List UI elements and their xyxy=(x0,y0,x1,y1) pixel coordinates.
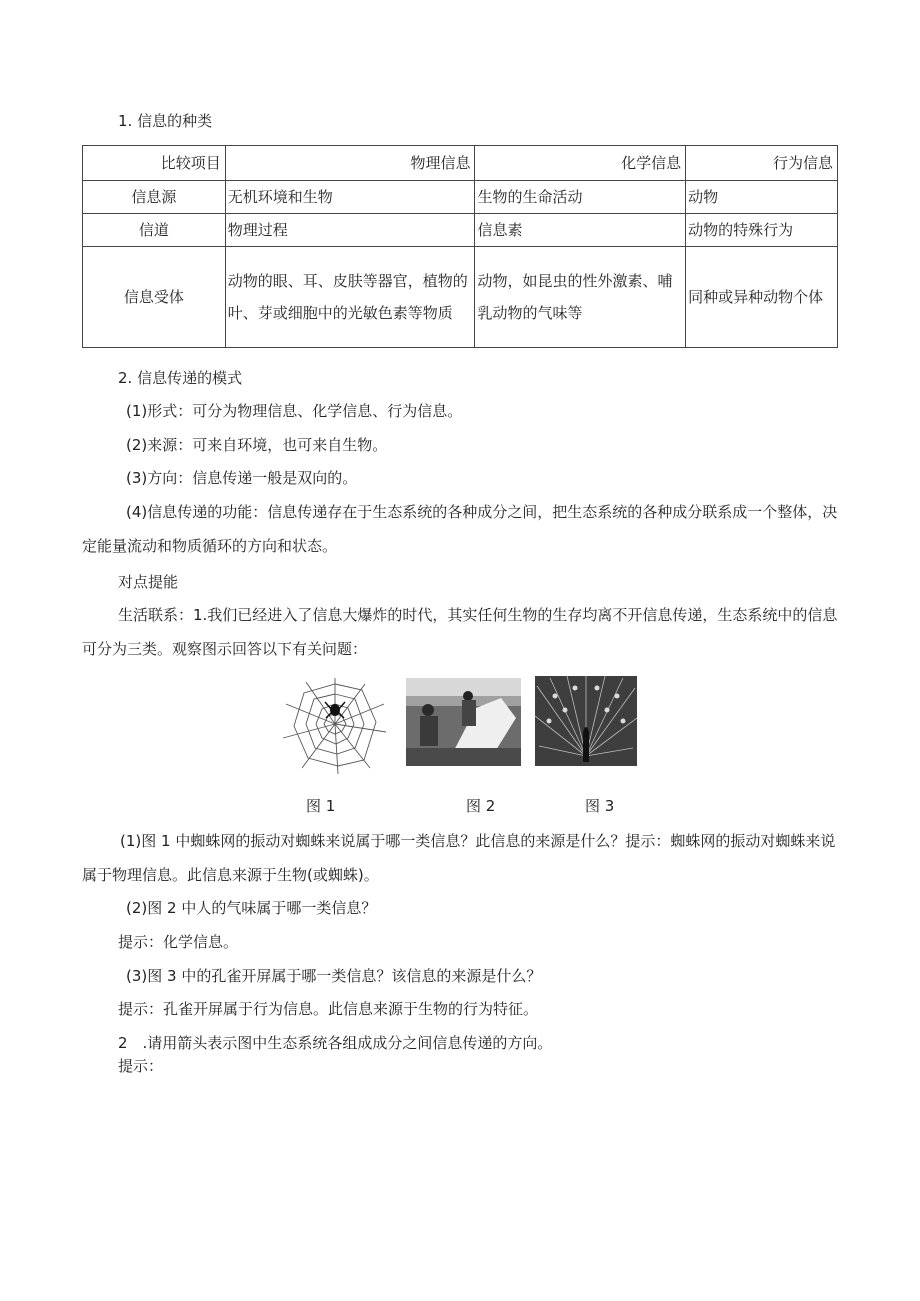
spider-web-figure xyxy=(280,676,390,776)
table-cell: 无机环境和生物 xyxy=(225,181,475,214)
table-cell: 信息素 xyxy=(475,214,686,247)
question-3: (3)图 3 中的孔雀开屏属于哪一类信息？该信息的来源是什么？ xyxy=(126,967,542,985)
mode-item: (1)形式：可分为物理信息、化学信息、行为信息。 xyxy=(126,402,463,420)
peacock-photo-figure xyxy=(535,676,637,766)
mode-item: (4)信息传递的功能：信息传递存在于生态系统的各种成分之间，把生态系统的各种成分联系成一个整体，决定能量流动和物质循环的方向和状态。 xyxy=(82,503,838,555)
table-row xyxy=(83,247,838,348)
table-header: 物理信息 xyxy=(225,146,475,181)
table-cell: 动物 xyxy=(686,181,838,214)
table-header: 行为信息 xyxy=(686,146,838,181)
table-cell: 生物的生命活动 xyxy=(475,181,686,214)
table-header: 比较项目 xyxy=(83,146,226,181)
figure-caption: 图 1 xyxy=(306,797,336,815)
people-photo-figure xyxy=(406,678,521,766)
table-cell: 动物的眼、耳、皮肤等器官，植物的叶、芽或细胞中的光敏色素等物质 xyxy=(225,247,475,348)
section2-title: 2. 信息传递的模式 xyxy=(118,369,243,387)
question-1: (1)图 1 中蜘蛛网的振动对蜘蛛来说属于哪一类信息？此信息的来源是什么？提示：蜘蛛网的振动对蜘蛛来说属于物理信息。此信息来源于生物(或蜘蛛)。 xyxy=(82,832,836,884)
item-2: 2 .请用箭头表示图中生态系统各组成成分之间信息传递的方向。 xyxy=(118,1034,553,1052)
life-link-paragraph: 生活联系：1.我们已经进入了信息大爆炸的时代，其实任何生物的生存均离不开信息传递，生态系统中的信息可分为三类。观察图示回答以下有关问题： xyxy=(82,606,838,658)
figure-caption: 图 3 xyxy=(585,797,615,815)
table-cell: 物理过程 xyxy=(225,214,475,247)
mode-item: (3)方向：信息传递一般是双向的。 xyxy=(126,469,358,487)
mode-item: (2)来源：可来自环境，也可来自生物。 xyxy=(126,436,388,454)
table-cell: 动物，如昆虫的性外激素、哺乳动物的气味等 xyxy=(475,247,686,348)
row-label: 信道 xyxy=(83,214,226,247)
row-label: 信息受体 xyxy=(83,247,226,348)
table-row xyxy=(83,214,838,247)
table-cell: 同种或异种动物个体 xyxy=(686,247,838,348)
question-3-hint: 提示：孔雀开屏属于行为信息。此信息来源于生物的行为特征。 xyxy=(118,1000,539,1018)
table-header: 化学信息 xyxy=(475,146,686,181)
table-cell: 动物的特殊行为 xyxy=(686,214,838,247)
table-row xyxy=(83,181,838,214)
question-2-hint: 提示：化学信息。 xyxy=(118,933,239,951)
info-types-table xyxy=(82,145,838,348)
question-2: (2)图 2 中人的气味属于哪一类信息？ xyxy=(126,899,377,917)
duidian-heading: 对点提能 xyxy=(118,573,179,591)
figure-caption: 图 2 xyxy=(466,797,496,815)
row-label: 信息源 xyxy=(83,181,226,214)
item-2-hint: 提示： xyxy=(118,1057,164,1075)
table-header-row xyxy=(83,146,838,181)
section1-title: 1. 信息的种类 xyxy=(118,112,213,130)
